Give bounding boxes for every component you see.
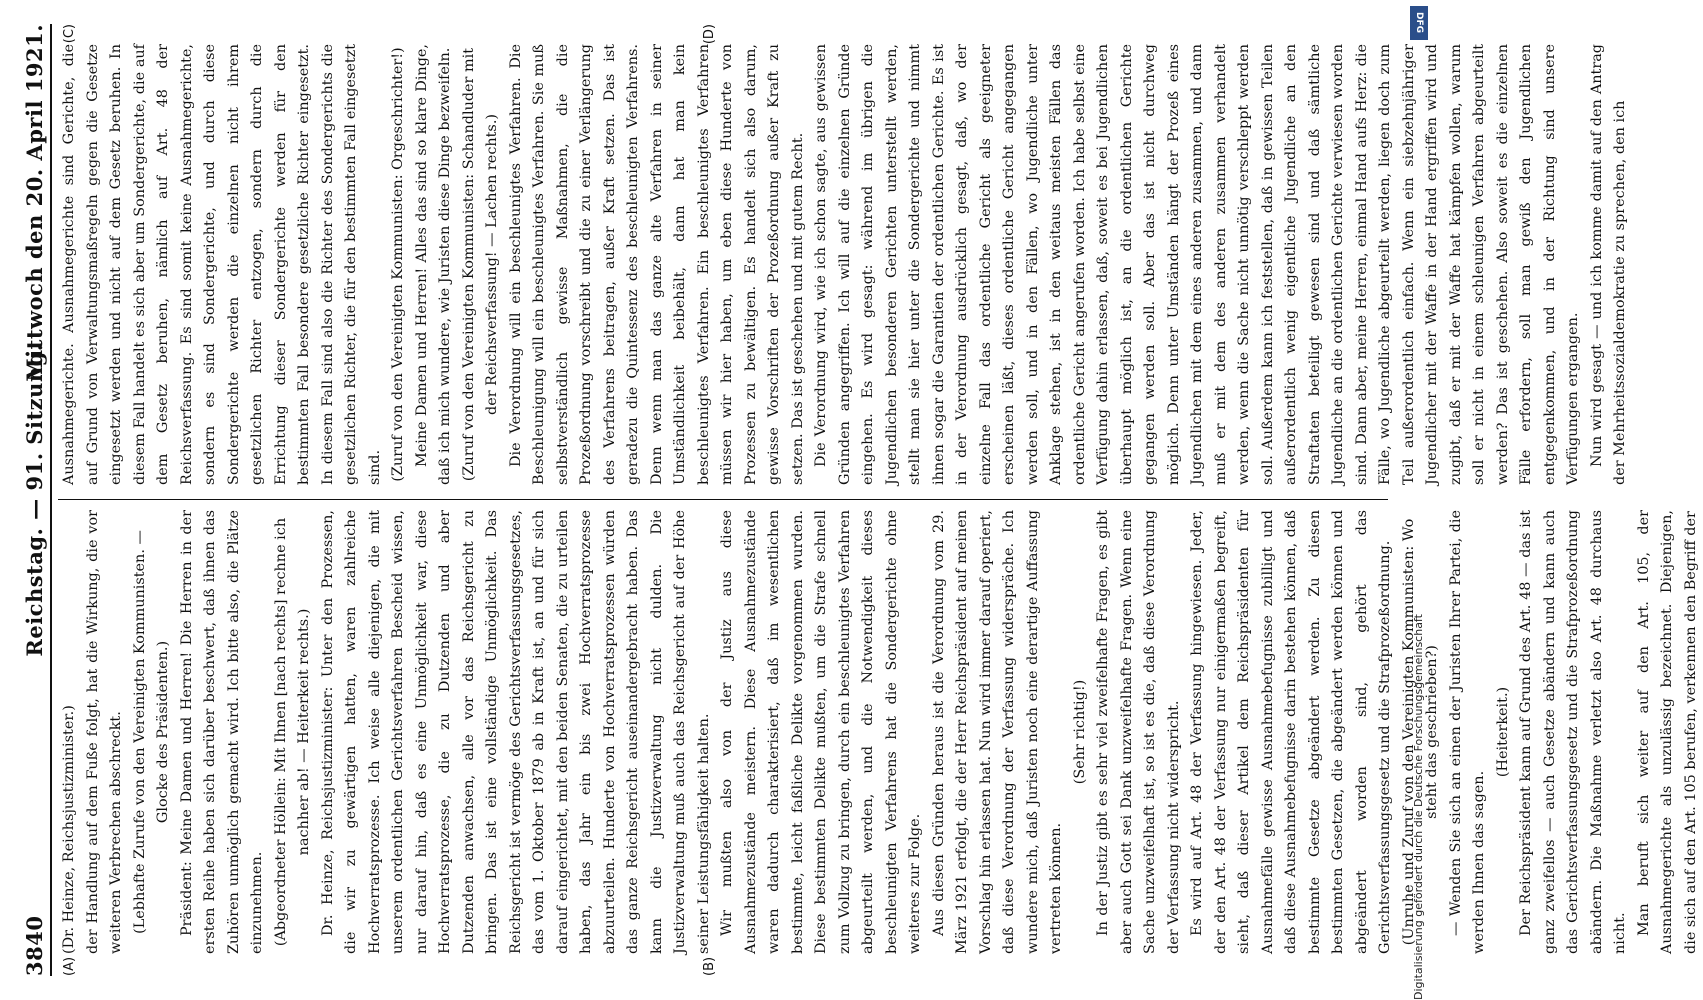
interjection: (Heiterkeit.)	[1494, 686, 1511, 778]
paragraph: Nun wird gesagt — und ich komme damit auf den Antrag der Mehrheitssozialdemokratie zu sprechen, den ich	[1588, 44, 1628, 485]
page-number: 3840	[22, 915, 47, 976]
interjection: (Unruhe und Zuruf von den Vereinigten Kommunisten: Wo steht das geschrieben?)	[1400, 518, 1440, 946]
digitization-watermark	[1408, 0, 1432, 1000]
interjection: (Abgeordneter Höllein: Mit Ihnen [nach rechts] rechne ich nachher ab! — Heiterkeit rechts.)	[272, 517, 312, 947]
session-date: Mittwoch den 20. April 1921.	[22, 24, 47, 382]
interjection: (Lebhafte Zurufe von den Vereinigten Kommunisten. — Glocke des Präsidenten.)	[131, 530, 171, 934]
paragraph: Aus diesen Gründen heraus ist die Verordnung vom 29. März 1921 erfolgt, die der Herr Reichspräsident auf meinen Vorschlag hin erlassen hat. Nun wird immer darauf operiert, daß diese Verordnung der Verfassung widerspräche. Ich wundere mich, daß Juristen noch eine derartige Auffassung vertreten können.	[930, 510, 1064, 954]
paragraph: — Wenden Sie sich an einen der Juristen Ihrer Partei, die werden Ihnen das sagen.	[1447, 510, 1487, 954]
dfg-logo: DFG	[1410, 6, 1428, 40]
paragraph: Der Reichspräsident kann auf Grund des Art. 48 — das ist ganz zweifellos — auch Gesetze abändern und kann auch das Gerichtsverfassungsgesetz und die Strafprozeßordnung abändern. Die Maßnahme verletzt also Art. 48 durchaus nicht.	[1518, 510, 1628, 954]
paragraph: Man beruft sich weiter auf den Art. 105, der Ausnahmegerichte als unzulässig bezeichnet. Diejenigen, die sich auf den Art. 105 berufen, verkennen den Begriff der	[1635, 510, 1699, 954]
right-column	[58, 24, 1628, 500]
interjection: (Zuruf von den Vereinigten Kommunisten: Orgeschrichter!)	[390, 47, 406, 482]
interjection: (Zuruf von den Vereinigten Kommunisten: Schandluder mit der Reichsverfassung! — Lachen rechts.)	[460, 47, 500, 482]
interjection: (Sehr richtig!)	[1071, 679, 1088, 785]
paragraph: Ausnahmegerichte. Ausnahmegerichte sind Gerichte, die auf Grund von Verwaltungsmaßregeln gegen die Gesetze eingesetzt werden und nicht auf dem Gesetz beruhen. In diesem Fall handelt es sich aber um Sondergerichte, die auf dem Gesetz beruhen, nämlich auf Art. 48 der Reichsverfassung. Es sind somit keine Ausnahmegerichte, sondern es sind Sondergerichte, und durch diese Sondergerichte werden die einzelnen nicht ihrem gesetzlichen Richter entzogen, sondern durch die Errichtung dieser Sondergerichte werden für den bestimmten Fall besondere gesetzliche Richter eingesetzt. In diesem Fall sind also die Richter des Sondergerichts die gesetzlichen Richter, die für den bestimmten Fall eingesetzt sind.	[61, 44, 383, 485]
margin-marker-a: (A)	[62, 956, 77, 976]
watermark-text: Digitalisierung gefördert durch die Deutsche Forschungsgemeinschaft	[1412, 614, 1425, 1000]
margin-marker-d: (D)	[702, 24, 717, 45]
paragraph: Die Verordnung wird, wie ich schon sagte, aus gewissen Gründen angegriffen. Ich will auf die einzelnen Gründe eingehen. Es wird gesagt: während im übrigen die Jugendlichen besonderen Gerichten unterstellt werden, stellt man sie hier unter die Sondergerichte und nimmt ihnen sogar die Garantien der ordentlichen Gerichte. Es ist in der Verordnung ausdrücklich gesagt, daß, wo der einzelne Fall das ordentliche Gericht als geeigneter erscheinen läßt, dieses ordentliche Gericht angegangen werden soll, und in den Fällen, wo Jugendliche unter Anklage stehen, ist in den weitaus meisten Fällen das ordentliche Gericht angerufen worden. Ich habe selbst eine Verfügung dahin erlassen, daß, soweit es bei Jugendlichen überhaupt möglich ist, an die ordentlichen Gerichte gegangen werden soll. Aber das ist nicht durchweg möglich. Denn unter Umständen hängt der Prozeß eines Jugendlichen mit dem eines anderen zusammen, und dann muß er mit dem des anderen zusammen verhandelt werden, wenn die Sache nicht unnötig verschleppt werden soll. Außerdem kann ich feststellen, daß in gewissen Teilen außerordentlich wenig eigentliche Jugendliche an den Straftaten beteiligt gewesen sind und daß sämtliche Jugendliche an die ordentlichen Gerichte verwiesen worden sind. Dann aber, meine Herren, einmal Hand aufs Herz: die Fälle, wo Jugendliche abgeurteilt werden, liegen doch zum Teil außerordentlich einfach. Wenn ein siebzehnjähriger Jugendlicher mit der Waffe in der Hand ergriffen wird und zugibt, daß er mit der Waffe hat kämpfen wollen, warum soll er nicht in einem schleunigen Verfahren abgeurteilt werden? Das ist geschehen. Also soweit es die einzelnen Fälle erfordern, soll man gewiß den Jugendlichen entgegenkommen, und in der Richtung sind unsere Verfügungen ergangen.	[813, 44, 1581, 485]
paragraph: Wir mußten also von der Justiz aus diese Ausnahmezustände meistern. Diese Ausnahmezustände waren dadurch charakterisiert, daß im wesentlichen bestimmte, leicht faßliche Delikte vorgenommen wurden. Diese bestimmten Delikte mußten, um die Strafe schnell zum Vollzug zu bringen, durch ein beschleunigtes Verfahren abgeurteilt werden, und die Notwendigkeit dieses beschleunigten Verfahrens hat die Sondergerichte ohne weiteres zur Folge.	[719, 510, 923, 954]
margin-marker-b: (B)	[702, 956, 717, 976]
margin-marker-c: (C)	[62, 24, 77, 44]
paragraph: Präsident: Meine Damen und Herren! Die Herren in der ersten Reihe haben sich darüber beschwert, daß ihnen das Zuhören unmöglich gemacht wird. Ich bitte also, die Plätze einzunehmen.	[178, 510, 265, 954]
paragraph: Dr. Heinze, Reichsjustizminister: Unter den Prozessen, die wir zu gewärtigen hatten, waren zahlreiche Hochverratsprozesse. Ich weise alle diejenigen, die mit unserem ordentlichen Gerichtsverfahren Bescheid wissen, nur darauf hin, daß es eine Unmöglichkeit war, diese Hochverratsprozesse, die zu Dutzenden und aber Dutzenden anwachsen, alle vor das Reichsgericht zu bringen. Das ist eine vollständige Unmöglichkeit. Das Reichsgericht ist vermöge des Gerichtsverfassungsgesetzes, das vom 1. Oktober 1879 ab in Kraft ist, an und für sich darauf eingerichtet, mit den beiden Senaten, die zu urteilen haben, das Jahr ein bis zwei Hochverratsprozesse abzuurteilen. Hunderte von Hochverratsprozessen würden das ganze Reichsgericht auseinandergebracht haben. Das kann die Justizverwaltung nicht dulden. Die Justizverwaltung muß auch das Reichsgericht auf der Höhe seiner Leistungsfähigkeit halten.	[319, 510, 712, 954]
session-title: Reichstag. — 91. Sitzung.	[22, 343, 47, 657]
running-head	[20, 24, 52, 976]
paragraph: In der Justiz gibt es sehr viel zweifelhafte Fragen, es gibt aber auch Gott sei Dank unzweifelhafte Fragen. Wenn eine Sache unzweifelhaft ist, so ist es die, daß diese Verordnung der Verfassung nicht widerspricht.	[1095, 510, 1182, 954]
paragraph: Meine Damen und Herren! Alles das sind so klare Dinge, daß ich mich wundere, wie Juristen diese Dinge bezweifeln.	[413, 44, 453, 485]
paragraph: Es wird auf Art. 48 der Verfassung hingewiesen. Jeder, der den Art. 48 der Verfassung nur einigermaßen begreift, sieht, daß dieser Artikel dem Reichspräsidenten für Ausnahmefälle gewisse Ausnahmebefugnisse zubilligt und daß diese Ausnahmebefugnisse darin bestehen können, daß bestimmte Gesetze abgeändert werden. Zu diesen bestimmten Gesetzen, die abgeändert werden können und abgeändert worden sind, gehört das Gerichtsverfassungsgesetz und die Strafprozeßordnung.	[1189, 510, 1393, 954]
paragraph: Die Verordnung will ein beschleunigtes Verfahren. Die Beschleunigung will ein beschleunigtes Verfahren. Sie muß selbstverständlich gewisse Maßnahmen, die die Prozeßordnung vorschreibt und die zu einer Verlängerung des Verfahrens beitragen, außer Kraft setzen. Das ist geradezu die Quintessenz des beschleunigten Verfahrens. Denn wenn man das ganze alte Verfahren in seiner Umständlichkeit beibehält, dann hat man kein beschleunigtes Verfahren. Ein beschleunigtes Verfahren müssen wir hier haben, um eben diese Hunderte von Prozessen zu bewältigen. Es handelt sich also darum, gewisse Vorschriften der Prozeßordnung außer Kraft zu setzen. Das ist geschehen und mit gutem Recht.	[507, 44, 806, 485]
paragraph: der Handlung auf dem Fuße folgt, hat die Wirkung, die vor weiteren Verbrechen abschreckt.	[84, 510, 124, 954]
speaker-note: (Dr. Heinze, Reichsjustizminister.)	[61, 705, 77, 954]
